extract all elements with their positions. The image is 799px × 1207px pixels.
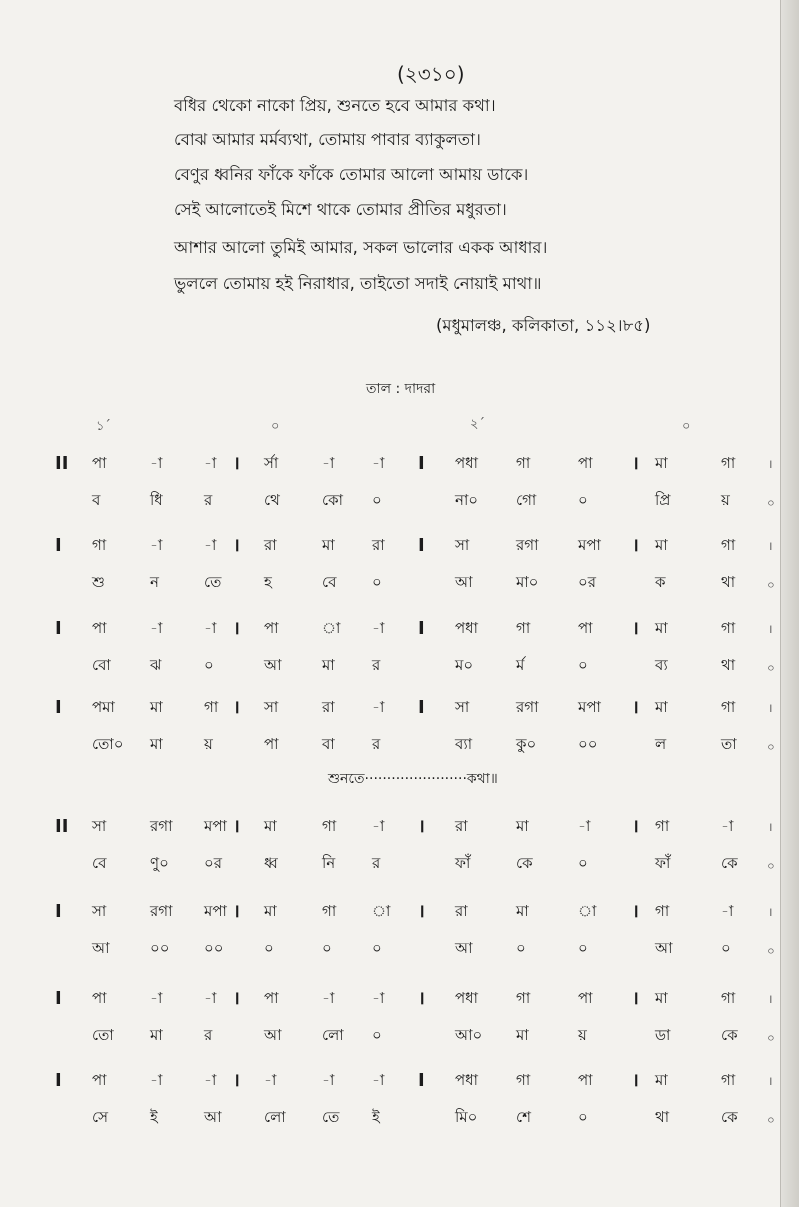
lyric-syllable: মা bbox=[150, 735, 163, 753]
swara-note: -া bbox=[372, 817, 385, 835]
lyric-syllable: কো bbox=[322, 491, 343, 509]
lyric-syllable: আ bbox=[264, 656, 282, 674]
swara-note: রা bbox=[264, 536, 277, 554]
bar-line: । bbox=[233, 816, 240, 837]
lyric-syllable: ০ bbox=[372, 1026, 382, 1044]
lyric-syllable: য় bbox=[578, 1026, 587, 1044]
taal-label: তাল : দাদরা bbox=[366, 381, 436, 397]
poem-line-1: বধির থেকো নাকো প্রিয়, শুনতে হবে আমার কথা। bbox=[174, 96, 496, 115]
bar-line: I bbox=[418, 453, 425, 474]
swara-note: মা bbox=[264, 817, 277, 835]
swara-note: মা bbox=[655, 454, 668, 472]
lyric-syllable: ব্য bbox=[655, 656, 668, 674]
swara-note: -া bbox=[322, 1071, 335, 1089]
swara-note: পা bbox=[264, 619, 279, 637]
swara-note: রা bbox=[322, 698, 335, 716]
row-end-zero: ০ bbox=[767, 578, 775, 592]
row-start-bar: I bbox=[55, 988, 62, 1009]
swara-note: পা bbox=[92, 619, 107, 637]
swara-note: -া bbox=[204, 989, 217, 1007]
swara-note: সা bbox=[92, 817, 107, 835]
row-start-bar: I bbox=[55, 901, 62, 922]
swara-note: মা bbox=[655, 989, 668, 1007]
lyric-syllable: ধি bbox=[150, 491, 163, 509]
lyric-syllable: ০র bbox=[578, 573, 597, 591]
lyric-syllable: ঝ bbox=[150, 656, 162, 674]
lyric-syllable: শু bbox=[92, 573, 105, 591]
lyric-syllable: ব bbox=[92, 491, 101, 509]
lyric-syllable: থে bbox=[264, 491, 280, 509]
swara-note: -া bbox=[204, 536, 217, 554]
lyric-syllable: য় bbox=[204, 735, 213, 753]
lyric-syllable: আ০ bbox=[455, 1026, 483, 1044]
lyric-syllable: য় bbox=[721, 491, 730, 509]
row-end-mark: । bbox=[768, 701, 773, 715]
poem-line-3: বেণুর ধ্বনির ফাঁকে ফাঁকে তোমার আলো আমায় ডাকে। bbox=[174, 165, 529, 184]
lyric-syllable: সে bbox=[92, 1108, 108, 1126]
lyric-syllable: র bbox=[372, 735, 381, 753]
swara-note: -া bbox=[150, 619, 163, 637]
lyric-syllable: কে bbox=[721, 1026, 738, 1044]
row-end-zero: ০ bbox=[767, 859, 775, 873]
lyric-syllable: কে bbox=[721, 1108, 738, 1126]
lyric-syllable: ০ bbox=[372, 491, 382, 509]
poem-line-5: আশার আলো তুমিই আমার, সকল ভালোর একক আধার। bbox=[174, 238, 548, 257]
lyric-syllable: ০ bbox=[578, 491, 588, 509]
lyric-syllable: তো০ bbox=[92, 735, 124, 753]
lyric-syllable: নি bbox=[322, 854, 336, 872]
swara-note: মা bbox=[655, 1071, 668, 1089]
lyric-syllable: ০ bbox=[204, 656, 214, 674]
swara-note: া bbox=[322, 619, 341, 637]
swara-note: া bbox=[372, 902, 391, 920]
lyric-syllable: ০র bbox=[204, 854, 223, 872]
bar-line: I bbox=[418, 697, 425, 718]
swara-note: -া bbox=[204, 454, 217, 472]
swara-note: -া bbox=[150, 1071, 163, 1089]
swara-note: -া bbox=[372, 1071, 385, 1089]
swara-note: -া bbox=[578, 817, 591, 835]
swara-note: রগা bbox=[150, 902, 173, 920]
lyric-syllable: তে bbox=[322, 1108, 340, 1126]
swara-note: পা bbox=[92, 454, 107, 472]
lyric-syllable: ক bbox=[655, 573, 666, 591]
lyric-syllable: র bbox=[204, 1026, 213, 1044]
bar-line: I bbox=[418, 535, 425, 556]
lyric-syllable: র bbox=[372, 854, 381, 872]
bar-line: । bbox=[632, 1070, 639, 1091]
swara-note: পধা bbox=[455, 454, 478, 472]
lyric-syllable: আ bbox=[655, 939, 673, 957]
swara-note: -া bbox=[150, 454, 163, 472]
bar-line: । bbox=[418, 901, 425, 922]
swara-note: পা bbox=[578, 619, 593, 637]
swara-note: গা bbox=[516, 619, 531, 637]
swara-note: পা bbox=[578, 989, 593, 1007]
bar-line: । bbox=[418, 988, 425, 1009]
swara-note: মপা bbox=[578, 536, 601, 554]
refrain-line: শুনতে·······················কথা॥ bbox=[328, 771, 498, 787]
row-end-mark: । bbox=[768, 457, 773, 471]
lyric-syllable: ০০ bbox=[150, 939, 170, 957]
lyric-syllable: হ bbox=[264, 573, 272, 591]
swara-note: গা bbox=[721, 989, 736, 1007]
swara-note: মা bbox=[655, 536, 668, 554]
swara-note: পা bbox=[92, 989, 107, 1007]
swara-note: র্সা bbox=[264, 454, 279, 472]
lyric-syllable: ই bbox=[372, 1108, 380, 1126]
swara-note: গা bbox=[721, 698, 736, 716]
bar-line: । bbox=[632, 901, 639, 922]
bar-line: । bbox=[632, 988, 639, 1009]
lyric-syllable: মা bbox=[150, 1026, 163, 1044]
lyric-syllable: ০ bbox=[578, 854, 588, 872]
lyric-syllable: কু০ bbox=[516, 735, 537, 753]
page-number: (২৩১০) bbox=[397, 62, 465, 86]
row-end-mark: । bbox=[768, 905, 773, 919]
bar-line: । bbox=[233, 618, 240, 639]
lyric-syllable: মা bbox=[516, 1026, 529, 1044]
lyric-syllable: আ bbox=[455, 939, 473, 957]
swara-note: রগা bbox=[150, 817, 173, 835]
row-end-mark: । bbox=[768, 820, 773, 834]
row-end-mark: । bbox=[768, 622, 773, 636]
lyric-syllable: র্ম bbox=[516, 656, 525, 674]
swara-note: রগা bbox=[516, 536, 539, 554]
swara-note: সা bbox=[455, 698, 470, 716]
beat-mark-2: ০ bbox=[271, 419, 280, 434]
lyric-syllable: আ bbox=[92, 939, 110, 957]
bar-line: । bbox=[632, 816, 639, 837]
lyric-syllable: ফাঁ bbox=[655, 854, 671, 872]
lyric-syllable: বে bbox=[92, 854, 107, 872]
lyric-syllable: ০ bbox=[516, 939, 526, 957]
swara-note: রগা bbox=[516, 698, 539, 716]
swara-note: -া bbox=[150, 536, 163, 554]
swara-note: গা bbox=[516, 989, 531, 1007]
lyric-syllable: মা০ bbox=[516, 573, 539, 591]
swara-note: গা bbox=[516, 1071, 531, 1089]
swara-note: -া bbox=[721, 902, 734, 920]
lyric-syllable: প্রি bbox=[655, 491, 671, 509]
swara-note: -া bbox=[322, 989, 335, 1007]
row-start-bar: II bbox=[55, 816, 69, 837]
lyric-syllable: র bbox=[204, 491, 213, 509]
lyric-syllable: ০ bbox=[578, 1108, 588, 1126]
swara-note: গা bbox=[322, 902, 337, 920]
bar-line: । bbox=[233, 1070, 240, 1091]
bar-line: । bbox=[233, 453, 240, 474]
swara-note: রা bbox=[455, 902, 468, 920]
poem-line-2: বোঝ আমার মর্মব্যথা, তোমায় পাবার ব্যাকুলতা। bbox=[174, 130, 481, 149]
lyric-syllable: শে bbox=[516, 1108, 531, 1126]
lyric-syllable: থা bbox=[721, 656, 736, 674]
swara-note: পা bbox=[264, 989, 279, 1007]
lyric-syllable: পা bbox=[264, 735, 279, 753]
lyric-syllable: কে bbox=[516, 854, 533, 872]
row-start-bar: I bbox=[55, 1070, 62, 1091]
bar-line: । bbox=[632, 535, 639, 556]
swara-note: পা bbox=[578, 454, 593, 472]
swara-note: গা bbox=[721, 1071, 736, 1089]
row-end-zero: ০ bbox=[767, 1031, 775, 1045]
bar-line: I bbox=[418, 618, 425, 639]
lyric-syllable: লো bbox=[264, 1108, 286, 1126]
lyric-syllable: ন bbox=[150, 573, 159, 591]
lyric-syllable: আ bbox=[264, 1026, 282, 1044]
swara-note: গা bbox=[721, 619, 736, 637]
swara-note: গা bbox=[721, 454, 736, 472]
poem-line-6: ভুললে তোমায় হই নিরাধার, তাইতো সদাই নোয়াই মাথা॥ bbox=[174, 274, 542, 293]
lyric-syllable: কে bbox=[721, 854, 738, 872]
bar-line: । bbox=[233, 901, 240, 922]
beat-mark-3: ২´ bbox=[470, 417, 485, 432]
swara-note: -া bbox=[150, 989, 163, 1007]
row-end-zero: ০ bbox=[767, 661, 775, 675]
row-end-zero: ০ bbox=[767, 740, 775, 754]
swara-note: -া bbox=[204, 1071, 217, 1089]
swara-note: -া bbox=[372, 454, 385, 472]
lyric-syllable: ০ bbox=[372, 939, 382, 957]
bar-line: । bbox=[233, 697, 240, 718]
swara-note: গা bbox=[516, 454, 531, 472]
lyric-syllable: না০ bbox=[455, 491, 479, 509]
row-end-zero: ০ bbox=[767, 496, 775, 510]
lyric-syllable: ফাঁ bbox=[455, 854, 471, 872]
bar-line: । bbox=[632, 618, 639, 639]
lyric-syllable: বো bbox=[92, 656, 111, 674]
lyric-syllable: লো bbox=[322, 1026, 344, 1044]
row-end-mark: । bbox=[768, 539, 773, 553]
lyric-syllable: বে bbox=[322, 573, 337, 591]
swara-note: গা bbox=[322, 817, 337, 835]
row-end-mark: । bbox=[768, 992, 773, 1006]
swara-note: পধা bbox=[455, 989, 478, 1007]
lyric-syllable: গো bbox=[516, 491, 537, 509]
poem-line-4: সেই আলোতেই মিশে থাকে তোমার প্রীতির মধুরতা। bbox=[174, 200, 507, 219]
swara-note: মা bbox=[516, 902, 529, 920]
lyric-syllable: ব্যা bbox=[455, 735, 473, 753]
beat-mark-4: ০ bbox=[682, 419, 691, 434]
swara-note: গা bbox=[655, 902, 670, 920]
lyric-syllable: ০০ bbox=[204, 939, 224, 957]
bar-line: । bbox=[233, 988, 240, 1009]
swara-note: -া bbox=[204, 619, 217, 637]
row-end-zero: ০ bbox=[767, 1113, 775, 1127]
bar-line: I bbox=[418, 1070, 425, 1091]
lyric-syllable: মা bbox=[322, 656, 335, 674]
swara-note: মা bbox=[322, 536, 335, 554]
row-start-bar: I bbox=[55, 618, 62, 639]
swara-note: মা bbox=[516, 817, 529, 835]
swara-note: মা bbox=[655, 619, 668, 637]
lyric-syllable: মি০ bbox=[455, 1108, 478, 1126]
lyric-syllable: আ bbox=[455, 573, 473, 591]
lyric-syllable: থা bbox=[655, 1108, 670, 1126]
lyric-syllable: র bbox=[372, 656, 381, 674]
row-start-bar: I bbox=[55, 697, 62, 718]
lyric-syllable: ০ bbox=[372, 573, 382, 591]
row-end-mark: । bbox=[768, 1074, 773, 1088]
lyric-syllable: বা bbox=[322, 735, 335, 753]
swara-note: পা bbox=[578, 1071, 593, 1089]
swara-note: -া bbox=[372, 698, 385, 716]
lyric-syllable: আ bbox=[204, 1108, 222, 1126]
bar-line: । bbox=[632, 697, 639, 718]
swara-note: -া bbox=[721, 817, 734, 835]
row-start-bar: I bbox=[55, 535, 62, 556]
swara-note: পা bbox=[92, 1071, 107, 1089]
swara-note: গা bbox=[655, 817, 670, 835]
lyric-syllable: ০ bbox=[578, 939, 588, 957]
lyric-syllable: ম০ bbox=[455, 656, 474, 674]
swara-note: মপা bbox=[204, 902, 227, 920]
swara-note: া bbox=[578, 902, 597, 920]
swara-note: পধা bbox=[455, 619, 478, 637]
lyric-syllable: তো bbox=[92, 1026, 114, 1044]
lyric-syllable: ০ bbox=[322, 939, 332, 957]
lyric-syllable: ০০ bbox=[578, 735, 598, 753]
swara-note: মপা bbox=[578, 698, 601, 716]
lyric-syllable: ০ bbox=[264, 939, 274, 957]
swara-note: গা bbox=[721, 536, 736, 554]
lyric-syllable: ণু০ bbox=[150, 854, 169, 872]
lyric-syllable: তে bbox=[204, 573, 222, 591]
swara-note: পধা bbox=[455, 1071, 478, 1089]
lyric-syllable: ০ bbox=[721, 939, 731, 957]
swara-note: মা bbox=[150, 698, 163, 716]
beat-mark-1: ১´ bbox=[96, 419, 111, 434]
swara-note: পমা bbox=[92, 698, 115, 716]
swara-note: গা bbox=[92, 536, 107, 554]
row-start-bar: II bbox=[55, 453, 69, 474]
source-citation: (মধুমালঞ্চ, কলিকাতা, ১১২।৮৫) bbox=[436, 316, 651, 335]
lyric-syllable: ডা bbox=[655, 1026, 671, 1044]
swara-note: -া bbox=[372, 989, 385, 1007]
swara-note: রা bbox=[455, 817, 468, 835]
swara-note: -া bbox=[372, 619, 385, 637]
swara-note: মপা bbox=[204, 817, 227, 835]
swara-note: সা bbox=[264, 698, 279, 716]
lyric-syllable: থা bbox=[721, 573, 736, 591]
lyric-syllable: ০ bbox=[578, 656, 588, 674]
bar-line: । bbox=[418, 816, 425, 837]
swara-note: -া bbox=[264, 1071, 277, 1089]
lyric-syllable: তা bbox=[721, 735, 737, 753]
row-end-zero: ০ bbox=[767, 944, 775, 958]
bar-line: । bbox=[233, 535, 240, 556]
lyric-syllable: ল bbox=[655, 735, 667, 753]
page-edge bbox=[780, 0, 799, 1207]
swara-note: গা bbox=[204, 698, 219, 716]
swara-note: -া bbox=[322, 454, 335, 472]
swara-note: রা bbox=[372, 536, 385, 554]
swara-note: সা bbox=[92, 902, 107, 920]
lyric-syllable: ধ্ব bbox=[264, 854, 278, 872]
bar-line: । bbox=[632, 453, 639, 474]
swara-note: মা bbox=[264, 902, 277, 920]
swara-note: সা bbox=[455, 536, 470, 554]
swara-note: মা bbox=[655, 698, 668, 716]
lyric-syllable: ই bbox=[150, 1108, 158, 1126]
